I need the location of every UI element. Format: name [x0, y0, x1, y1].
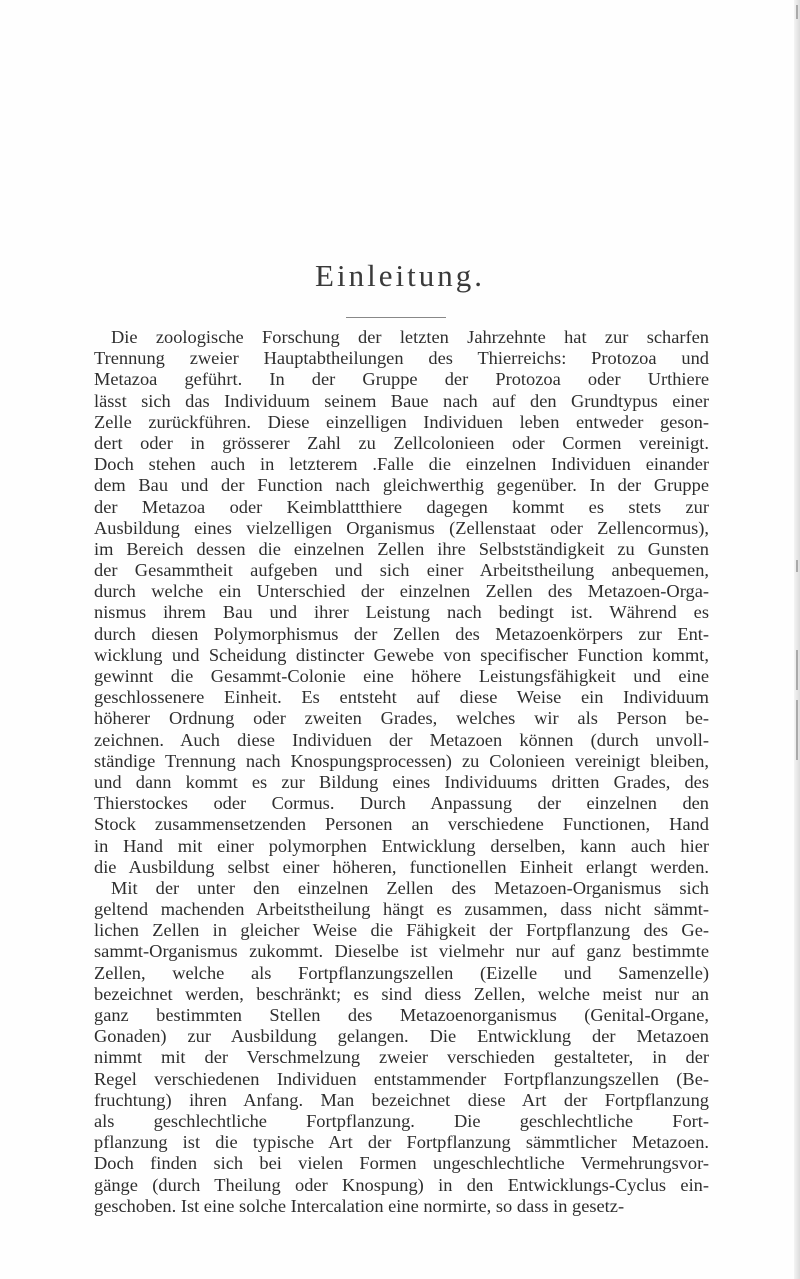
edge-mark [796, 5, 798, 19]
text-line: pflanzung ist die typische Art der Fortpflanzung sämmtlicher Metazoen. [94, 1132, 709, 1153]
text-line: geschlossenere Einheit. Es entsteht auf diese Weise ein Individuum [94, 687, 709, 708]
title-divider [346, 317, 446, 318]
text-line: der Metazoa oder Keimblattthiere dagegen kommt es stets zur [94, 496, 709, 517]
text-line: und dann kommt es zur Bildung eines Individuums dritten Grades, des [94, 771, 709, 792]
text-line: ganz bestimmten Stellen des Metazoenorganismus (Genital-Organe, [94, 1005, 709, 1025]
text-line: im Bereich dessen die einzelnen Zellen ihre Selbstständigkeit zu Gunsten [94, 538, 709, 559]
text-line: ständige Trennung nach Knospungsprocessen) zu Colonieen vereinigt bleiben, [94, 750, 709, 771]
text-line: Metazoa geführt. In der Gruppe der Protozoa oder Urthiere [94, 369, 709, 390]
text-line: geschoben. Ist eine solche Intercalation eine normirte, so dass in gesetz- [94, 1195, 625, 1216]
text-line: nimmt mit der Verschmelzung zweier verschieden gestalteter, in der [94, 1047, 709, 1068]
text-line: Zelle zurückführen. Diese einzelligen Individuen leben entweder geson- [94, 411, 709, 432]
text-line: als geschlechtliche Fortpflanzung. Die geschlechtliche Fort- [94, 1110, 709, 1131]
text-line: bezeichnet werden, beschränkt; es sind diess Zellen, welche meist nur an [94, 983, 709, 1004]
text-line: Doch finden sich bei vielen Formen ungeschlechtliche Vermehrungsvor- [94, 1153, 709, 1174]
text-line: lässt sich das Individuum seinem Baue nach auf den Grundtypus einer [94, 390, 709, 411]
text-line: der Gesammtheit aufgeben und sich einer Arbeitstheilung anbequemen, [94, 560, 709, 581]
text-line: wicklung und Scheidung distincter Gewebe von specifischer Function kommt, [94, 644, 709, 665]
text-line: Doch stehen auch in letzterem .Falle die einzelnen Individuen einander [94, 454, 709, 475]
text-line: sammt-Organismus zukommt. Dieselbe ist vielmehr nur auf ganz bestimmte [94, 941, 709, 962]
text-line: nismus ihrem Bau und ihrer Leistung nach bedingt ist. Während es [94, 602, 709, 623]
body-paragraph [94, 327, 709, 1217]
text-line: Thierstockes oder Cormus. Durch Anpassung der einzelnen den [94, 793, 709, 814]
text-line: in Hand mit einer polymorphen Entwicklung derselben, kann auch hier [94, 835, 709, 856]
text-line: die Ausbildung selbst einer höheren, functionellen Einheit erlangt werden. [94, 856, 709, 877]
edge-mark [796, 700, 798, 760]
text-line: Mit der unter den einzelnen Zellen des Metazoen-Organismus sich [111, 877, 709, 898]
text-line: dert oder in grösserer Zahl zu Zellcolonieen oder Cormen vereinigt. [94, 432, 709, 453]
text-line: durch diesen Polymorphismus der Zellen des Metazoenkörpers zur Ent- [94, 623, 709, 644]
text-line: gewinnt die Gesammt-Colonie eine höhere Leistungsfähigkeit und eine [94, 666, 709, 686]
text-line: Trennung zweier Hauptabtheilungen des Thierreichs: Protozoa und [94, 348, 709, 369]
text-line: Ausbildung eines vielzelligen Organismus (Zellenstaat oder Zellencormus), [94, 517, 709, 538]
text-line: Regel verschiedenen Individuen entstammender Fortpflanzungszellen (Be- [94, 1068, 709, 1089]
page-edge-shadow [794, 0, 800, 1279]
text-line: Gonaden) zur Ausbildung gelangen. Die Entwicklung der Metazoen [94, 1026, 709, 1047]
text-line: höherer Ordnung oder zweiten Grades, welches wir als Person be- [94, 708, 709, 729]
edge-mark [796, 560, 798, 572]
text-line: durch welche ein Unterschied der einzelnen Zellen des Metazoen-Orga- [94, 581, 709, 602]
text-line: zeichnen. Auch diese Individuen der Metazoen können (durch unvoll- [94, 729, 709, 750]
text-line: Stock zusammensetzenden Personen an verschiedene Functionen, Hand [94, 814, 709, 835]
page-title: Einleitung. [315, 258, 485, 293]
text-line: gänge (durch Theilung oder Knospung) in den Entwicklungs-Cyclus ein- [94, 1174, 709, 1195]
text-line: Die zoologische Forschung der letzten Jahrzehnte hat zur scharfen [111, 327, 709, 347]
text-line: fruchtung) ihren Anfang. Man bezeichnet diese Art der Fortpflanzung [94, 1089, 709, 1110]
text-line: geltend machenden Arbeitstheilung hängt es zusammen, dass nicht sämmt- [94, 899, 709, 920]
text-line: dem Bau und der Function nach gleichwerthig gegenüber. In der Gruppe [94, 475, 709, 496]
text-line: Zellen, welche als Fortpflanzungszellen (Eizelle und Samenzelle) [94, 962, 709, 983]
text-line: lichen Zellen in gleicher Weise die Fähigkeit der Fortpflanzung des Ge- [94, 920, 709, 941]
edge-mark [796, 650, 798, 690]
